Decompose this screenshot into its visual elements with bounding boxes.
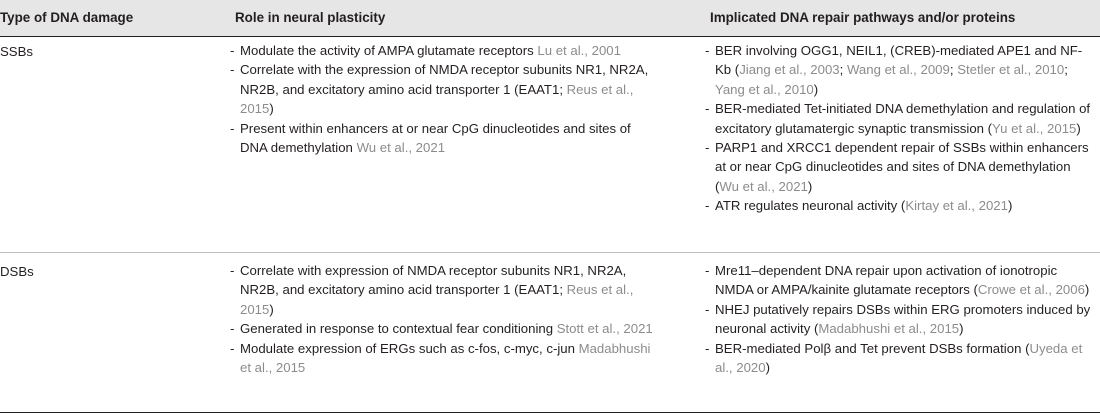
repair-text: ; [839,62,847,78]
repair-text: ; [1064,62,1068,78]
repair-list-item [700,339,1092,378]
repair-text: BER involving OGG1, NEIL1, (CREB)-mediated APE1 and NF-Kb ( [715,43,1083,78]
role-list-item [225,60,660,118]
role-list-item [225,319,660,338]
repair-text: ) [813,81,819,97]
role-text: Correlate with expression of NMDA receptor subunits NR1, NR2A, NR2B, and excitatory amino acid transporter 1 (EAAT1; [240,263,627,298]
repair-text: ATR regulates neuronal activity ( [715,198,906,214]
repair-text: NHEJ putatively repairs DSBs within ERG promoters induced by neuronal activity ( [715,301,1091,337]
header-type: Type of DNA damage [0,10,134,25]
repair-text: Mre11–dependent DNA repair upon activation of ionotropic NMDA or AMPA/kainite glutamate receptors ( [715,263,1058,298]
role-list-item [225,119,660,158]
repair-text: ) [959,321,964,337]
table-bottom-rule [0,412,1100,413]
citation-link[interactable]: Stott et al., 2021 [556,321,653,337]
repair-list-item [700,261,1092,300]
role-text: Modulate the activity of AMPA glutamate receptors [240,43,538,58]
repair-text: ) [807,178,813,194]
repair-text: ) [1007,198,1013,214]
repair-text: ) [1084,282,1090,298]
row-divider [0,252,1100,253]
repair-text: ; [949,62,958,78]
role-text: Modulate expression of ERGs such as c-fos, c-myc, c-jun [240,340,579,356]
dsbs-repair-cell [700,261,1092,377]
role-text: Present within enhancers at or near CpG dinucleotides and sites of DNA demethylation [240,120,631,156]
ssbs-role-cell [225,41,660,157]
citation-link[interactable]: Uyeda et al., 2020 [715,340,1083,376]
citation-link[interactable]: Jiang et al., 2003 [739,62,840,78]
role-list-item [225,41,660,60]
citation-link[interactable]: Madabhushi et al., 2015 [240,340,651,376]
header-divider [0,36,1100,37]
citation-link[interactable]: Reus et al., 2015 [240,282,634,317]
citation-link[interactable]: Madabhushi et al., 2015 [818,321,960,337]
table-header-row [0,0,1100,36]
role-text-tail: ) [269,301,274,317]
repair-list-item [700,196,1092,215]
role-text: Generated in response to contextual fear conditioning [240,321,557,337]
citation-link[interactable]: Kirtay et al., 2021 [905,198,1008,214]
repair-text: BER-mediated Polβ and Tet prevent DSBs formation ( [715,340,1030,356]
citation-link[interactable]: Wang et al., 2009 [846,62,950,78]
citation-link[interactable]: Stetler et al., 2010 [957,62,1065,78]
repair-list-item [700,138,1092,196]
repair-text: ) [1076,120,1081,136]
repair-list-item [700,300,1092,339]
citation-link[interactable]: Yang et al., 2010 [715,81,814,97]
role-list-item [225,339,660,378]
role-text-tail: ) [269,101,274,117]
repair-list-item [700,41,1092,99]
repair-list-item [700,99,1092,138]
citation-link[interactable]: Wu et al., 2021 [356,140,446,156]
citation-link[interactable]: Reus et al., 2015 [240,81,634,117]
repair-text: PARP1 and XRCC1 dependent repair of SSBs within enhancers at or near CpG dinucleotides and sites of DNA demethylation ( [715,140,1089,194]
repair-text: ) [765,360,770,376]
header-role: Role in neural plasticity [235,10,386,25]
role-text: Correlate with the expression of NMDA receptor subunits NR1, NR2A, NR2B, and excitatory amino acid transporter 1 (EAAT1; [240,62,649,97]
row-type-dsbs: DSBs [0,264,34,279]
citation-link[interactable]: Yu et al., 2015 [992,120,1077,136]
citation-link[interactable]: Lu et al., 2001 [537,43,621,58]
citation-link[interactable]: Wu et al., 2021 [719,178,808,194]
dsbs-role-cell [225,261,660,377]
header-repair: Implicated DNA repair pathways and/or proteins [710,10,1016,25]
role-list-item [225,261,660,319]
citation-link[interactable]: Crowe et al., 2006 [977,282,1085,298]
ssbs-repair-cell [700,41,1092,216]
repair-text: BER-mediated Tet-initiated DNA demethylation and regulation of excitatory glutamatergic synaptic transmission ( [715,101,1091,136]
row-type-ssbs: SSBs [0,44,33,59]
